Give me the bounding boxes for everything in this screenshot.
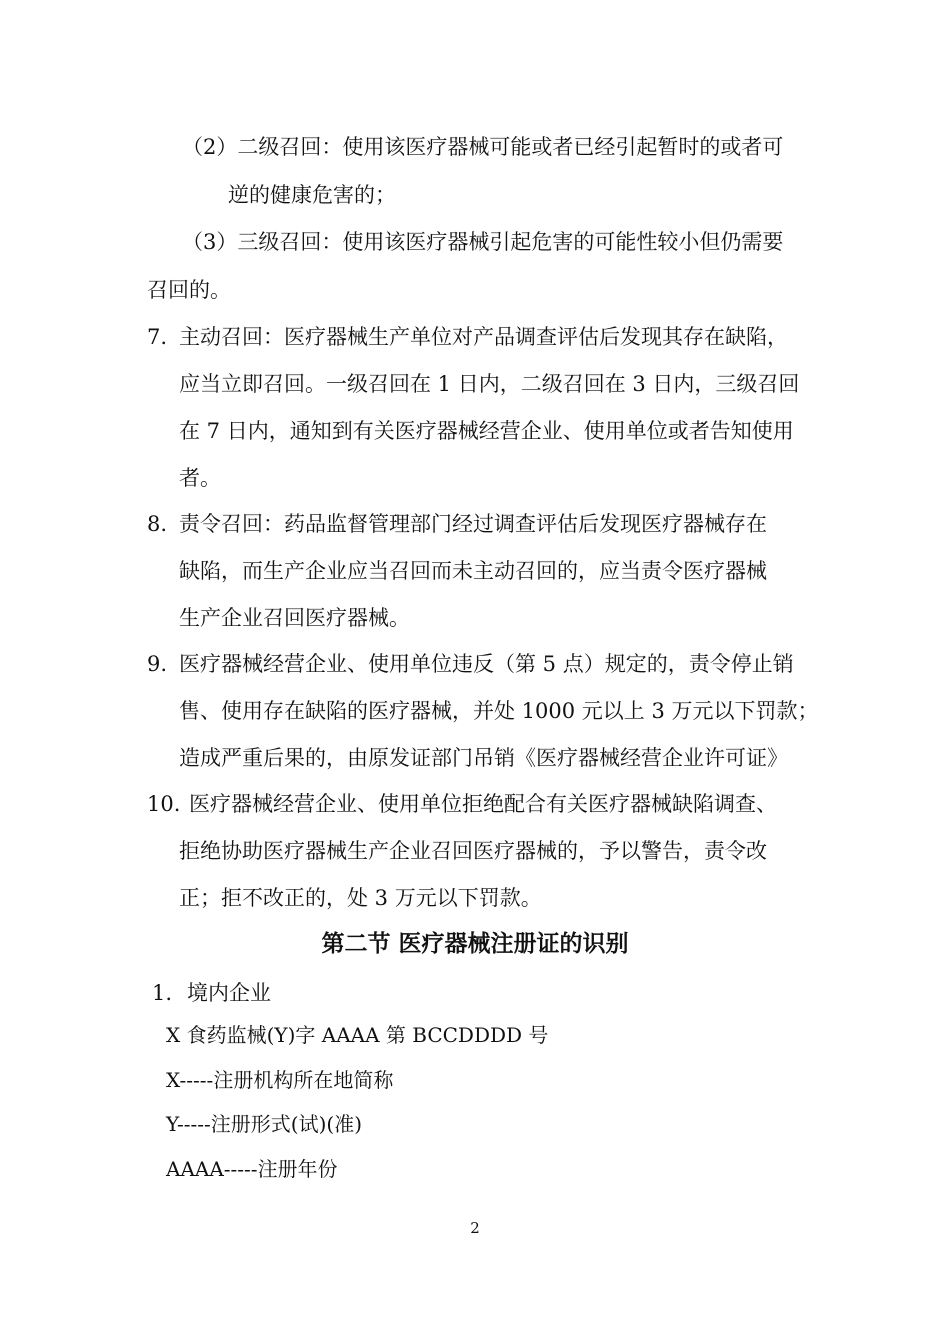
item-10-line-1: 医疗器械经营企业、使用单位拒绝配合有关医疗器械缺陷调查、 bbox=[189, 792, 777, 816]
subsection-title: 境内企业 bbox=[187, 981, 271, 1005]
subsection-number: 1. bbox=[152, 981, 173, 1005]
recall-level-2-line-2: 逆的健康危害的； bbox=[228, 183, 396, 207]
item-9-line-1: 医疗器械经营企业、使用单位违反（第 5 点）规定的，责令停止销 bbox=[179, 652, 794, 676]
item-8-line-2: 缺陷，而生产企业应当召回而未主动召回的，应当责令医疗器械 bbox=[179, 559, 767, 583]
item-7-line-3: 在 7 日内，通知到有关医疗器械经营企业、使用单位或者告知使用 bbox=[179, 419, 794, 443]
item-7-line-2: 应当立即召回。一级召回在 1 日内，二级召回在 3 日内，三级召回 bbox=[179, 372, 800, 396]
code-part-aaaa: AAAA-----注册年份 bbox=[166, 1157, 338, 1181]
item-9-line-3: 造成严重后果的，由原发证部门吊销《医疗器械经营企业许可证》 bbox=[179, 746, 788, 770]
item-8-line-3: 生产企业召回医疗器械。 bbox=[179, 606, 410, 630]
page-number: 2 bbox=[470, 1219, 480, 1237]
item-7-line-4: 者。 bbox=[179, 466, 221, 490]
recall-level-2-line-1: （2）二级召回：使用该医疗器械可能或者已经引起暂时的或者可 bbox=[182, 135, 784, 159]
item-10-number: 10. bbox=[147, 792, 181, 816]
item-7-line-1: 主动召回：医疗器械生产单位对产品调查评估后发现其存在缺陷， bbox=[179, 325, 788, 349]
item-8-line-1: 责令召回：药品监督管理部门经过调查评估后发现医疗器械存在 bbox=[179, 512, 767, 536]
recall-level-3-line-1: （3）三级召回：使用该医疗器械引起危害的可能性较小但仍需要 bbox=[182, 230, 784, 254]
recall-level-3-line-2: 召回的。 bbox=[147, 278, 231, 302]
item-10-line-2: 拒绝协助医疗器械生产企业召回医疗器械的，予以警告，责令改 bbox=[179, 839, 767, 863]
code-part-y: Y-----注册形式(试)(准) bbox=[166, 1112, 363, 1136]
item-8-number: 8. bbox=[147, 512, 168, 536]
registration-code-format: X 食药监械(Y)字 AAAA 第 BCCDDDD 号 bbox=[166, 1023, 549, 1047]
code-part-x: X-----注册机构所在地简称 bbox=[166, 1068, 394, 1092]
item-9-line-2: 售、使用存在缺陷的医疗器械，并处 1000 元以上 3 万元以下罚款； bbox=[179, 699, 819, 723]
item-7-number: 7. bbox=[147, 325, 168, 349]
item-10-line-3: 正；拒不改正的，处 3 万元以下罚款。 bbox=[179, 886, 542, 910]
section-heading: 第二节 医疗器械注册证的识别 bbox=[321, 931, 629, 957]
item-9-number: 9. bbox=[147, 652, 168, 676]
